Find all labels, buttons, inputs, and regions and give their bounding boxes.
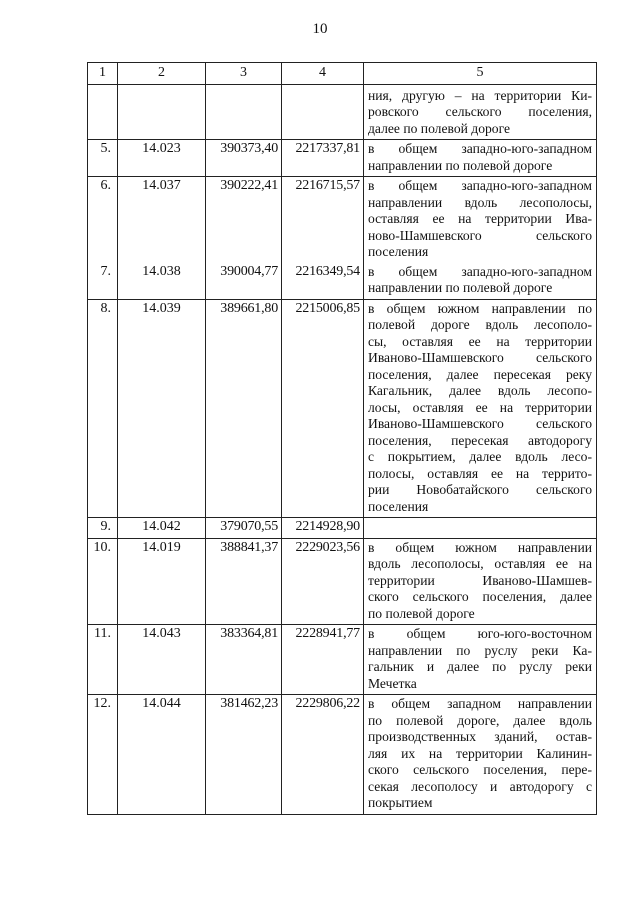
- coordinate-y-cell: 2217337,81: [282, 140, 364, 177]
- boundary-description-cell: [364, 695, 597, 815]
- coordinate-y-cell: [282, 84, 364, 140]
- coordinate-y-cell: 2228941,77: [282, 625, 364, 695]
- row-number-cell: 11.: [88, 625, 118, 695]
- description-line: Иваново-Шамшевского сельского: [368, 416, 592, 431]
- column-header-3: 3: [206, 63, 282, 85]
- boundary-description-cell: [364, 263, 597, 300]
- coordinate-x-cell: 381462,23: [206, 695, 282, 815]
- row-number-cell: 8.: [88, 299, 118, 518]
- coordinate-x-cell: 390222,41: [206, 177, 282, 263]
- description-line: поселения: [368, 244, 429, 259]
- coordinate-y-cell: 2215006,85: [282, 299, 364, 518]
- point-code-cell: 14.043: [118, 625, 206, 695]
- description-line: ново-Шамшевского сельского: [368, 227, 592, 243]
- description-line: полосы, оставляя ее на террито-: [368, 465, 592, 481]
- description-line: ского сельского поселения, далее: [368, 589, 592, 604]
- description-line: гальник и далее по руслу реки: [368, 659, 592, 674]
- row-number-cell: 5.: [88, 140, 118, 177]
- table-row: [88, 177, 597, 263]
- boundary-description-cell: [364, 518, 597, 539]
- boundary-description-cell: [364, 625, 597, 695]
- point-code-cell: 14.037: [118, 177, 206, 263]
- description-line: по полевой дороге, далее вдоль: [368, 712, 592, 728]
- table-body: [88, 84, 597, 814]
- description-line: направлении по руслу реки Ка-: [368, 642, 592, 658]
- description-line: ровского сельского поселения,: [368, 104, 592, 119]
- description-line: территории Иваново-Шамшев-: [368, 572, 592, 588]
- description-line: полевой дороге вдоль лесополо-: [368, 317, 592, 332]
- point-code-cell: 14.023: [118, 140, 206, 177]
- coordinate-x-cell: 390373,40: [206, 140, 282, 177]
- coordinate-x-cell: 390004,77: [206, 263, 282, 300]
- coordinate-y-cell: 2229023,56: [282, 538, 364, 625]
- description-line: Кагальник, далее вдоль лесопо-: [368, 383, 592, 398]
- table-row: [88, 695, 597, 815]
- description-line: в общем западно-юго-западном: [368, 141, 592, 156]
- description-line: в общем южном направлении по: [368, 300, 592, 316]
- description-line: секая лесополосу и автодорогу с: [368, 778, 592, 794]
- table-header-row: [88, 63, 597, 85]
- description-line: лосы, оставляя ее на территории: [368, 399, 592, 415]
- description-line: Иваново-Шамшевского сельского: [368, 350, 592, 365]
- coordinate-x-cell: 383364,81: [206, 625, 282, 695]
- description-line: ния, другую – на территории Ки-: [368, 87, 592, 103]
- column-header-2: 2: [118, 63, 206, 85]
- description-line: производственных зданий, остав-: [368, 729, 592, 744]
- description-line: ского сельского поселения, пере-: [368, 762, 592, 777]
- point-code-cell: 14.044: [118, 695, 206, 815]
- description-line: поселения: [368, 498, 429, 514]
- boundary-description-cell: [364, 538, 597, 625]
- coordinate-y-cell: 2229806,22: [282, 695, 364, 815]
- row-number-cell: 7.: [88, 263, 118, 300]
- description-line: направлении по полевой дороге: [368, 157, 553, 173]
- coordinate-x-cell: [206, 84, 282, 140]
- point-code-cell: 14.042: [118, 518, 206, 539]
- description-line: оставляя ее на территории Ива-: [368, 211, 592, 226]
- boundary-description-cell: [364, 140, 597, 177]
- description-line: в общем западно-юго-западном: [368, 263, 592, 279]
- description-line: поселения, пересекая автодорогу: [368, 432, 592, 448]
- table-row: [88, 299, 597, 518]
- page-number: 10: [312, 21, 328, 37]
- table-row: [88, 84, 597, 140]
- description-line: ляя их на территории Калинин-: [368, 745, 592, 761]
- row-number-cell: 10.: [88, 538, 118, 625]
- description-line: с покрытием, далее вдоль лесо-: [368, 449, 592, 464]
- table-row: [88, 518, 597, 539]
- row-number-cell: 6.: [88, 177, 118, 263]
- boundary-description-table: [87, 62, 597, 815]
- point-code-cell: [118, 84, 206, 140]
- coordinate-y-cell: 2214928,90: [282, 518, 364, 539]
- point-code-cell: 14.019: [118, 538, 206, 625]
- column-header-4: 4: [282, 63, 364, 85]
- description-line: в общем южном направлении: [368, 539, 592, 555]
- description-line: рии Новобатайского сельского: [368, 482, 592, 497]
- coordinate-y-cell: 2216715,57: [282, 177, 364, 263]
- point-code-cell: 14.039: [118, 299, 206, 518]
- point-code-cell: 14.038: [118, 263, 206, 300]
- boundary-description-cell: [364, 84, 597, 140]
- description-line: направлении вдоль лесополосы,: [368, 194, 592, 210]
- table-row: [88, 538, 597, 625]
- description-line: покрытием: [368, 795, 433, 810]
- description-line: в общем западном направлении: [368, 696, 592, 711]
- description-line: вдоль лесополосы, оставляя ее на: [368, 556, 592, 571]
- coordinate-x-cell: 388841,37: [206, 538, 282, 625]
- table-row: [88, 263, 597, 300]
- description-line: направлении по полевой дороге: [368, 280, 553, 295]
- coordinate-x-cell: 389661,80: [206, 299, 282, 518]
- description-line: сы, оставляя ее на территории: [368, 333, 592, 349]
- column-header-1: 1: [88, 63, 118, 85]
- description-line: в общем юго-юго-восточном: [368, 626, 592, 641]
- table-row: [88, 625, 597, 695]
- description-line: Мечетка: [368, 675, 417, 691]
- boundary-description-cell: [364, 299, 597, 518]
- coordinate-y-cell: 2216349,54: [282, 263, 364, 300]
- row-number-cell: 12.: [88, 695, 118, 815]
- table-row: [88, 140, 597, 177]
- row-number-cell: 9.: [88, 518, 118, 539]
- coordinate-x-cell: 379070,55: [206, 518, 282, 539]
- description-line: в общем западно-юго-западном: [368, 178, 592, 193]
- description-line: поселения, далее пересекая реку: [368, 366, 592, 382]
- description-line: далее по полевой дороге: [368, 120, 511, 136]
- description-line: по полевой дороге: [368, 605, 475, 621]
- row-number-cell: [88, 84, 118, 140]
- column-header-5: 5: [364, 63, 597, 85]
- boundary-description-cell: [364, 177, 597, 263]
